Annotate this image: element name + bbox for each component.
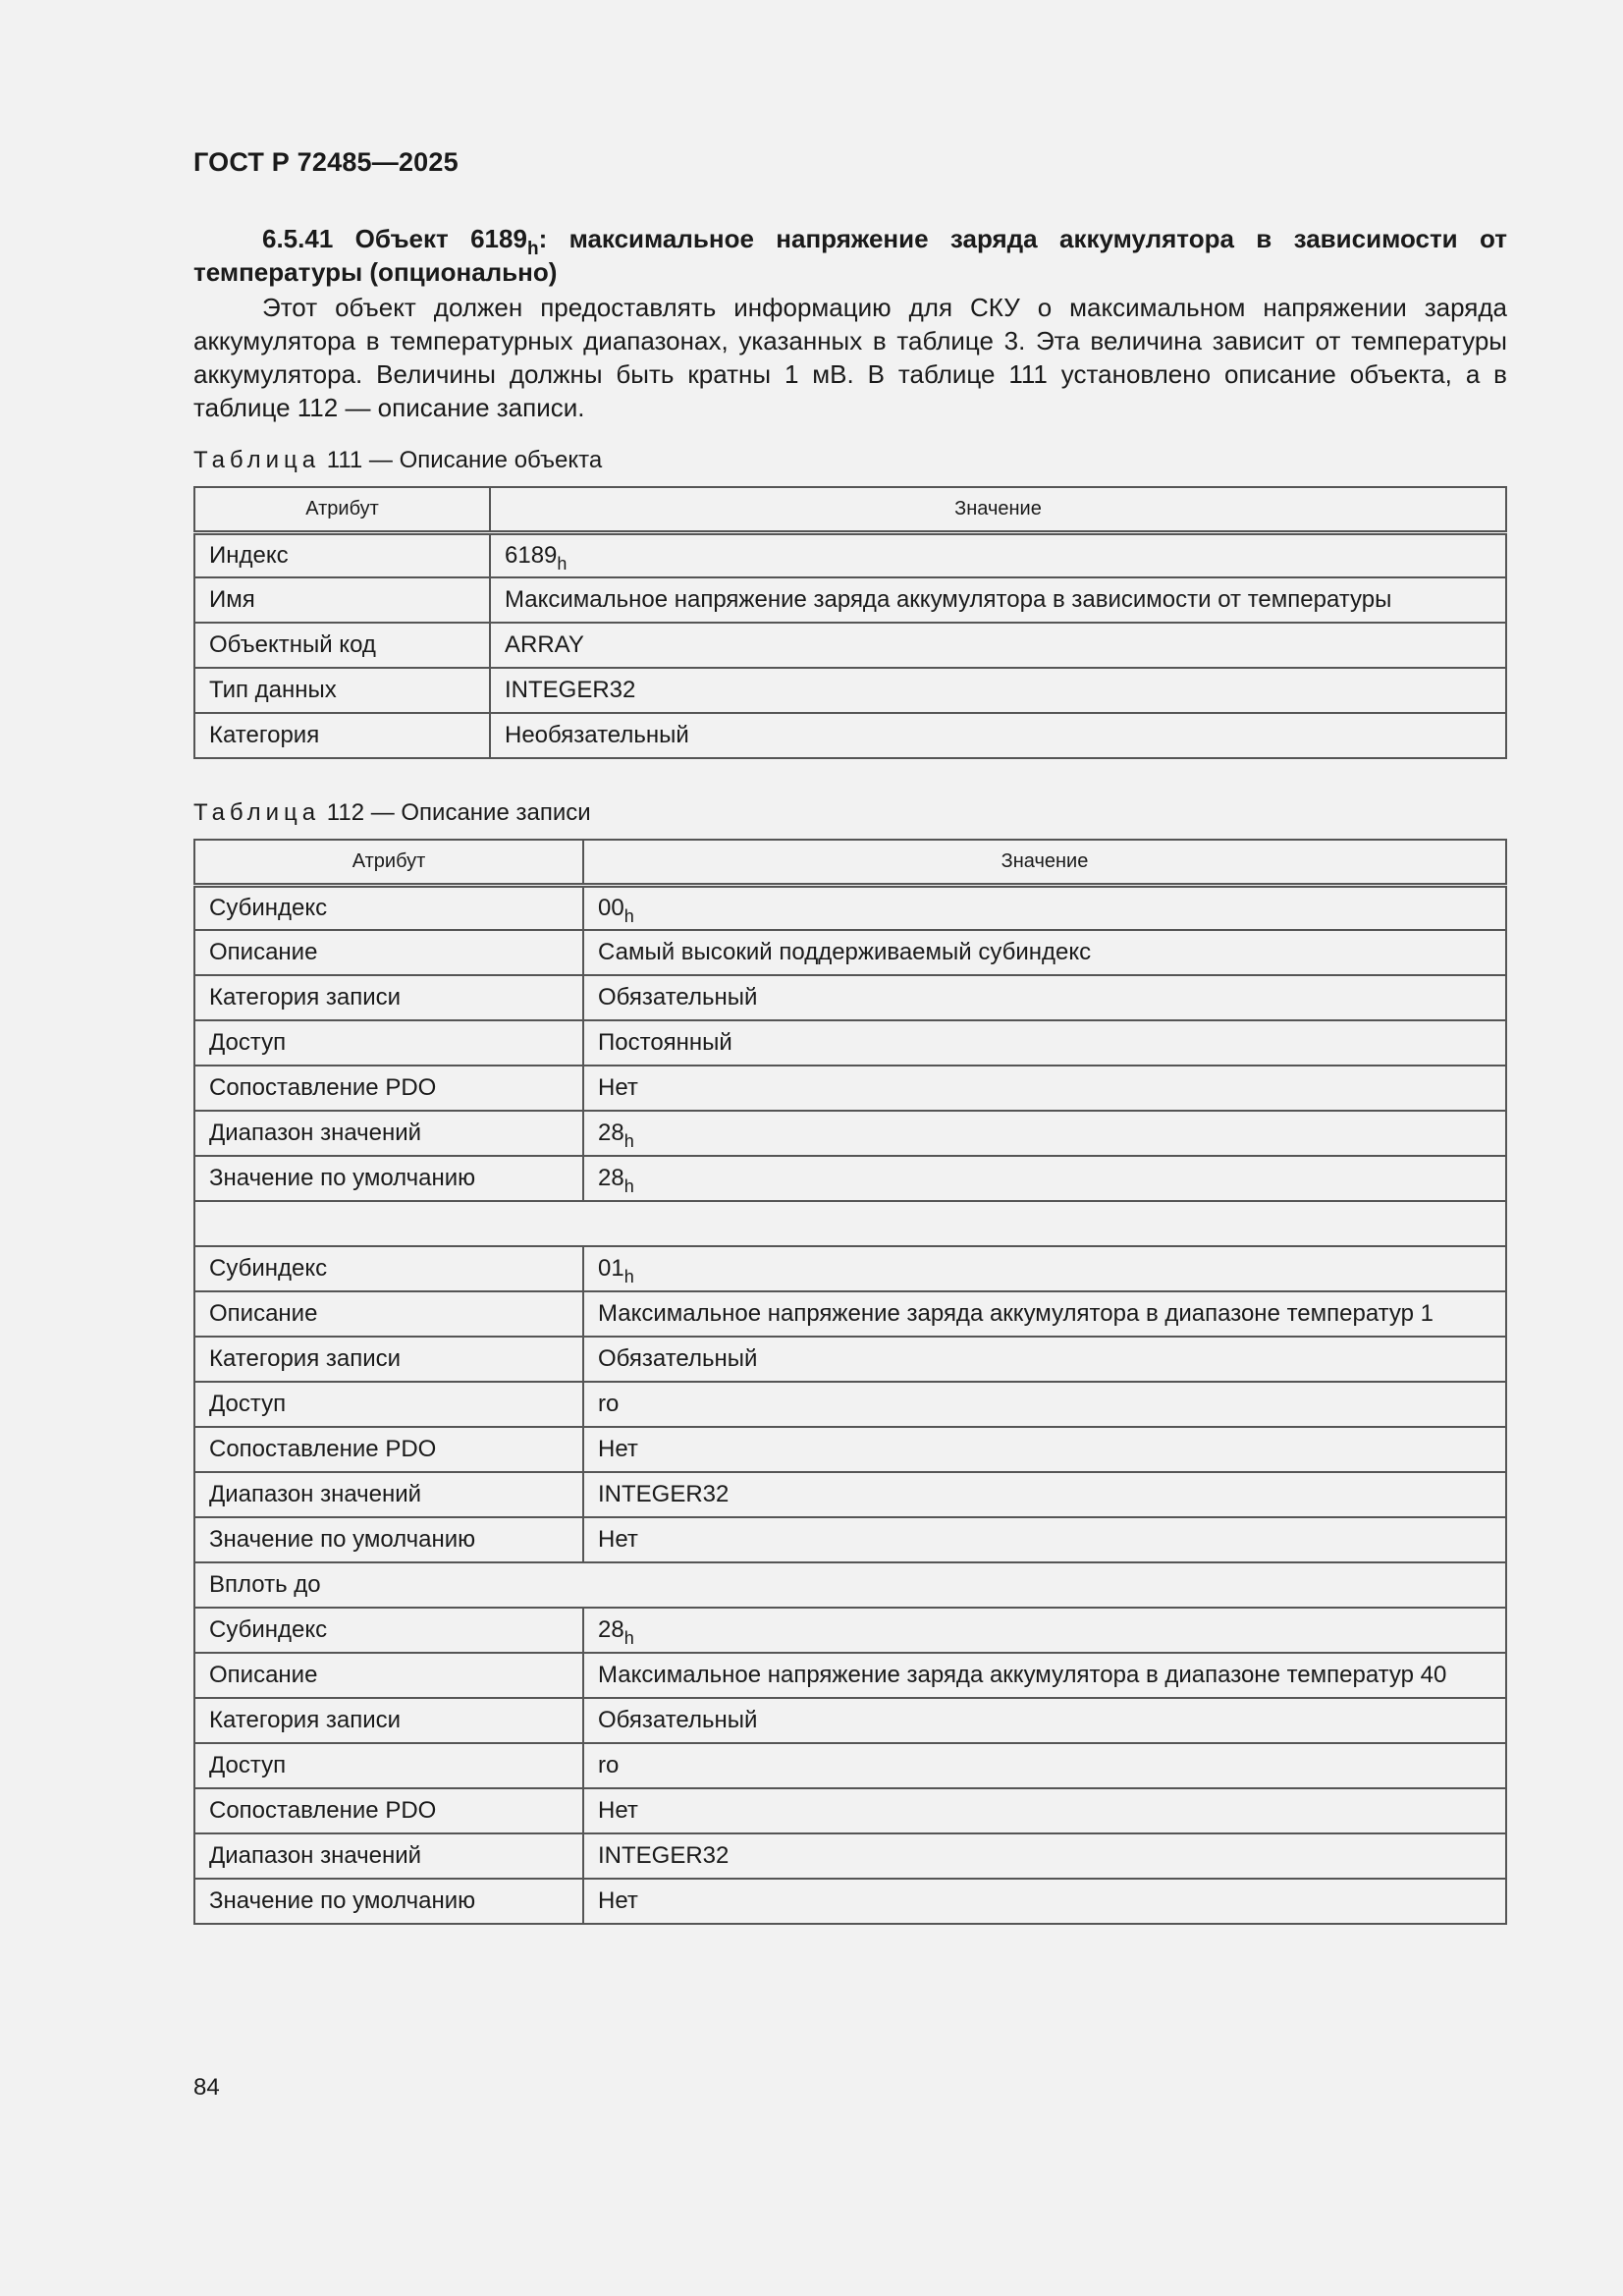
table-row xyxy=(194,577,1506,623)
attribute-cell: Субиндекс xyxy=(194,1246,583,1291)
value-cell xyxy=(490,713,1506,758)
table-row xyxy=(194,1879,1506,1924)
table-row xyxy=(194,1427,1506,1472)
table-span-cell xyxy=(194,1201,1506,1246)
table-row xyxy=(194,1111,1506,1156)
value-text: Максимальное напряжение заряда аккумулятора в диапазоне температур 1 xyxy=(598,1300,1434,1327)
attribute-cell: Сопоставление PDO xyxy=(194,1788,583,1833)
value-text: Обязательный xyxy=(598,1707,758,1733)
value-cell xyxy=(583,1472,1506,1517)
table-row xyxy=(194,885,1506,930)
table-112-body xyxy=(194,885,1506,1924)
value-text: Самый высокий поддерживаемый субиндекс xyxy=(598,939,1092,965)
value-cell xyxy=(583,1291,1506,1337)
attribute-cell: Индекс xyxy=(194,532,490,577)
table-header-row xyxy=(194,487,1506,532)
value-text: Необязательный xyxy=(505,722,689,748)
attribute-cell: Категория записи xyxy=(194,1337,583,1382)
value-text: Максимальное напряжение заряда аккумулятора в зависимости от температуры xyxy=(505,586,1392,613)
column-header-value: Значение xyxy=(490,487,1506,532)
value-cell xyxy=(583,1246,1506,1291)
value-cell xyxy=(583,1608,1506,1653)
page-number: 84 xyxy=(193,2074,220,2101)
table-row xyxy=(194,623,1506,668)
value-text: 00 xyxy=(598,894,624,921)
value-text: ro xyxy=(598,1752,620,1778)
value-cell xyxy=(583,1020,1506,1066)
table-row xyxy=(194,1201,1506,1246)
attribute-cell: Диапазон значений xyxy=(194,1111,583,1156)
value-text: Нет xyxy=(598,1887,638,1914)
value-subscript: h xyxy=(557,553,568,574)
attribute-cell: Тип данных xyxy=(194,668,490,713)
table-row xyxy=(194,1698,1506,1743)
value-cell xyxy=(490,668,1506,713)
section-title-rest: : максимальное напряжение заряда аккумулятора в зависимости от температуры (опционально) xyxy=(193,224,1507,287)
value-cell xyxy=(583,1833,1506,1879)
table-row xyxy=(194,1788,1506,1833)
attribute-cell: Категория записи xyxy=(194,975,583,1020)
value-subscript: h xyxy=(623,905,634,926)
value-cell xyxy=(490,577,1506,623)
table-112 xyxy=(193,839,1507,1925)
table-111-caption-rest: 111 — Описание объекта xyxy=(320,447,603,473)
attribute-cell: Значение по умолчанию xyxy=(194,1879,583,1924)
table-112-caption xyxy=(193,799,591,827)
value-text: 28 xyxy=(598,1616,624,1643)
value-cell xyxy=(583,975,1506,1020)
attribute-cell: Категория записи xyxy=(194,1698,583,1743)
value-text: Постоянный xyxy=(598,1029,732,1056)
table-row xyxy=(194,1833,1506,1879)
value-cell xyxy=(583,930,1506,975)
value-text: 01 xyxy=(598,1255,624,1282)
value-subscript: h xyxy=(623,1131,634,1151)
table-row xyxy=(194,1156,1506,1201)
table-111 xyxy=(193,486,1507,759)
attribute-cell: Сопоставление PDO xyxy=(194,1427,583,1472)
value-text: Нет xyxy=(598,1797,638,1824)
attribute-cell: Субиндекс xyxy=(194,1608,583,1653)
attribute-cell: Сопоставление PDO xyxy=(194,1066,583,1111)
table-111-caption xyxy=(193,447,602,474)
attribute-cell: Диапазон значений xyxy=(194,1833,583,1879)
value-text: Максимальное напряжение заряда аккумулятора в диапазоне температур 40 xyxy=(598,1662,1447,1688)
column-header-attribute: Атрибут xyxy=(194,840,583,885)
table-row xyxy=(194,1337,1506,1382)
attribute-cell: Доступ xyxy=(194,1743,583,1788)
attribute-cell: Доступ xyxy=(194,1020,583,1066)
value-cell xyxy=(583,1427,1506,1472)
table-row xyxy=(194,1291,1506,1337)
table-112-caption-rest: 112 — Описание записи xyxy=(320,799,591,826)
table-row xyxy=(194,975,1506,1020)
attribute-cell: Диапазон значений xyxy=(194,1472,583,1517)
value-subscript: h xyxy=(623,1267,634,1286)
table-111-body xyxy=(194,532,1506,758)
value-cell xyxy=(583,1337,1506,1382)
value-text: ro xyxy=(598,1391,620,1417)
table-row xyxy=(194,532,1506,577)
table-header-row xyxy=(194,840,1506,885)
table-row xyxy=(194,1653,1506,1698)
attribute-cell: Описание xyxy=(194,1653,583,1698)
value-cell xyxy=(583,1066,1506,1111)
attribute-cell: Субиндекс xyxy=(194,885,583,930)
value-text: 28 xyxy=(598,1165,624,1191)
section-title-start: 6.5.41 Объект 6189 xyxy=(262,224,527,253)
value-cell xyxy=(583,1653,1506,1698)
table-112-caption-word: Таблица xyxy=(193,799,321,826)
attribute-cell: Объектный код xyxy=(194,623,490,668)
attribute-cell: Значение по умолчанию xyxy=(194,1156,583,1201)
table-row xyxy=(194,1066,1506,1111)
attribute-cell: Значение по умолчанию xyxy=(194,1517,583,1562)
value-text: ARRAY xyxy=(505,631,584,658)
value-text: INTEGER32 xyxy=(598,1481,730,1507)
body-paragraph: Этот объект должен предоставлять информацию для СКУ о максимальном напряжении заряда аккумулятора в температурных диапазонах, указанных в таблице 3. Эта величина зависит от температуры аккумулятора. Величины должны быть кратны 1 мВ. В таблице 111 установлено описание объекта, а в таблице 112 — описание записи. xyxy=(193,293,1507,422)
value-text: INTEGER32 xyxy=(505,677,636,703)
value-cell xyxy=(583,1698,1506,1743)
table-row xyxy=(194,930,1506,975)
value-cell xyxy=(583,1879,1506,1924)
column-header-attribute: Атрибут xyxy=(194,487,490,532)
value-cell xyxy=(490,532,1506,577)
table-111-caption-word: Таблица xyxy=(193,447,321,473)
attribute-cell: Описание xyxy=(194,1291,583,1337)
attribute-cell: Доступ xyxy=(194,1382,583,1427)
attribute-cell: Категория xyxy=(194,713,490,758)
value-cell xyxy=(583,1156,1506,1201)
value-cell xyxy=(583,1382,1506,1427)
attribute-cell: Описание xyxy=(194,930,583,975)
table-span-cell: Вплоть до xyxy=(194,1562,1506,1608)
value-text: Нет xyxy=(598,1526,638,1553)
table-row xyxy=(194,1472,1506,1517)
value-text: 28 xyxy=(598,1120,624,1146)
table-row xyxy=(194,1608,1506,1653)
value-text: Нет xyxy=(598,1074,638,1101)
table-row xyxy=(194,668,1506,713)
section-title-subscript: h xyxy=(526,239,539,259)
attribute-cell: Имя xyxy=(194,577,490,623)
value-subscript: h xyxy=(623,1628,634,1648)
value-text: INTEGER32 xyxy=(598,1842,730,1869)
table-row xyxy=(194,1562,1506,1608)
table-row xyxy=(194,1246,1506,1291)
value-text: Обязательный xyxy=(598,1345,758,1372)
value-subscript: h xyxy=(623,1176,634,1196)
section-title xyxy=(193,222,1507,289)
value-text: Обязательный xyxy=(598,984,758,1011)
value-text: 6189 xyxy=(505,541,558,569)
table-row xyxy=(194,1382,1506,1427)
value-cell xyxy=(583,1111,1506,1156)
document-code: ГОСТ Р 72485—2025 xyxy=(193,147,459,177)
value-cell xyxy=(490,623,1506,668)
value-cell xyxy=(583,885,1506,930)
table-row xyxy=(194,1743,1506,1788)
table-row xyxy=(194,1517,1506,1562)
value-cell xyxy=(583,1788,1506,1833)
value-cell xyxy=(583,1743,1506,1788)
table-row xyxy=(194,713,1506,758)
column-header-value: Значение xyxy=(583,840,1506,885)
value-cell xyxy=(583,1517,1506,1562)
value-text: Нет xyxy=(598,1436,638,1462)
table-row xyxy=(194,1020,1506,1066)
